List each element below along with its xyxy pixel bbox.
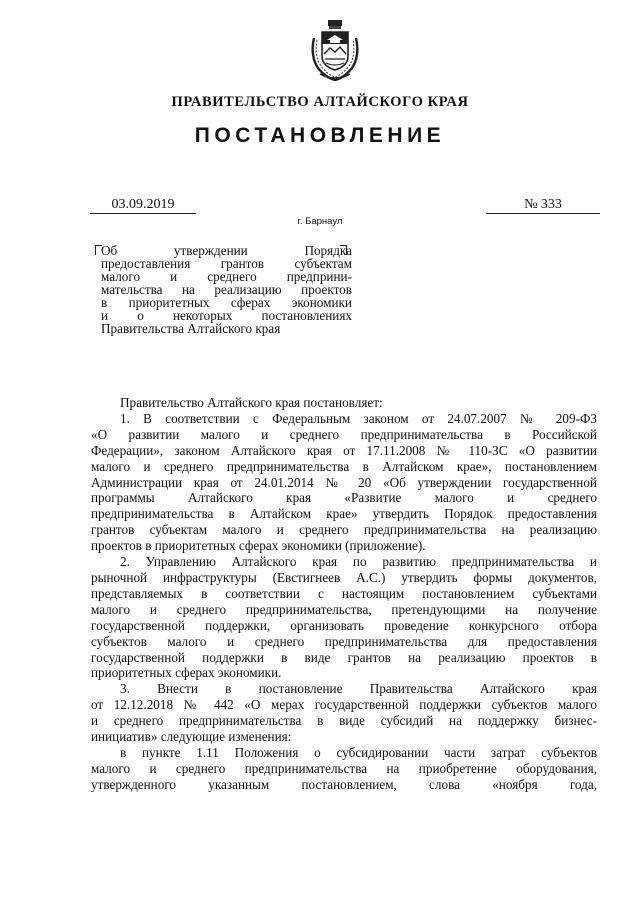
document-title xyxy=(101,244,352,335)
body-line: предпринимательства в Алтайском крае» утвердить Порядок предоставления xyxy=(91,506,597,522)
body-line: государственной поддержки, организовать проведение конкурсного отбора xyxy=(91,617,597,633)
date-underline xyxy=(90,213,196,214)
body-line: «О развитии малого и среднего предпринимательства в Российской xyxy=(91,426,597,442)
body-line: малого и среднего предпринимательства, претендующими на получение xyxy=(91,601,597,617)
body-line: малого и среднего предпринимательства в Алтайском крае», постановлением xyxy=(91,458,597,474)
body-line: 1. В соответствии с Федеральным законом от 24.07.2007 № 209-ФЗ xyxy=(120,410,597,426)
organization-name: ПРАВИТЕЛЬСТВО АЛТАЙСКОГО КРАЯ xyxy=(171,94,469,110)
number-underline xyxy=(486,213,600,214)
body-line: проектов в приоритетных сферах экономики (приложение). xyxy=(91,538,426,554)
body-line: Правительство Алтайского края постановляет: xyxy=(120,395,383,410)
body-line: Федерации», законом Алтайского края от 17.11.2008 № 110-ЗС «О развитии xyxy=(91,442,597,458)
body-line: утвержденного указанным постановлением, слова «ноября года, xyxy=(91,776,597,792)
body-line: от 12.12.2018 № 442 «О мерах государственной поддержки субъектов малого xyxy=(91,697,597,713)
body-line: инициатив» следующие изменения: xyxy=(91,729,292,745)
document-body xyxy=(91,395,597,793)
body-line: 3. Внести в постановление Правительства Алтайского края xyxy=(120,681,597,697)
body-line: государственной поддержки в виде грантов на реализацию проектов в xyxy=(91,649,597,665)
document-date: 03.09.2019 xyxy=(111,197,175,212)
document-city: г. Барнаул xyxy=(297,216,343,227)
body-line: представляемых в соответствии с настоящим постановлением субъектами xyxy=(91,585,597,601)
title-line: Об утверждении Порядка xyxy=(101,243,352,258)
body-line: в пункте 1.11 Положения о субсидировании части затрат субъектов xyxy=(120,744,597,760)
title-line: в приоритетных сферах экономики xyxy=(101,295,352,310)
document-type: ПОСТАНОВЛЕНИЕ xyxy=(194,124,446,147)
body-line: приоритетных сферах экономики. xyxy=(91,665,282,681)
body-line: грантов субъектам малого и среднего предпринимательства на реализацию xyxy=(91,522,597,538)
document-number: № 333 xyxy=(524,197,562,212)
body-line: рыночной инфраструктуры (Евстигнеев А.С.) утвердить формы документов, xyxy=(91,569,597,585)
title-line: и о некоторых постановлениях xyxy=(101,308,352,323)
body-line: программы Алтайского края «Развитие малого и среднего xyxy=(91,490,597,506)
body-line: и среднего предпринимательства в виде субсидий на поддержку бизнес- xyxy=(91,713,597,729)
body-line: Администрации края от 24.01.2014 № 20 «Об утверждении государственной xyxy=(91,474,597,490)
title-line: предоставления грантов субъектам xyxy=(101,256,352,271)
title-line: малого и среднего предприни- xyxy=(101,269,352,284)
title-line: мательства на реализацию проектов xyxy=(101,282,352,297)
body-line: 2. Управлению Алтайского края по развитию предпринимательства и xyxy=(120,554,597,570)
title-line: Правительства Алтайского края xyxy=(101,321,281,336)
body-line: субъектов малого и среднего предпринимательства для предоставления xyxy=(91,633,597,649)
body-line: малого и среднего предпринимательства на приобретение оборудования, xyxy=(91,760,597,776)
coat-of-arms-emblem xyxy=(308,16,362,84)
